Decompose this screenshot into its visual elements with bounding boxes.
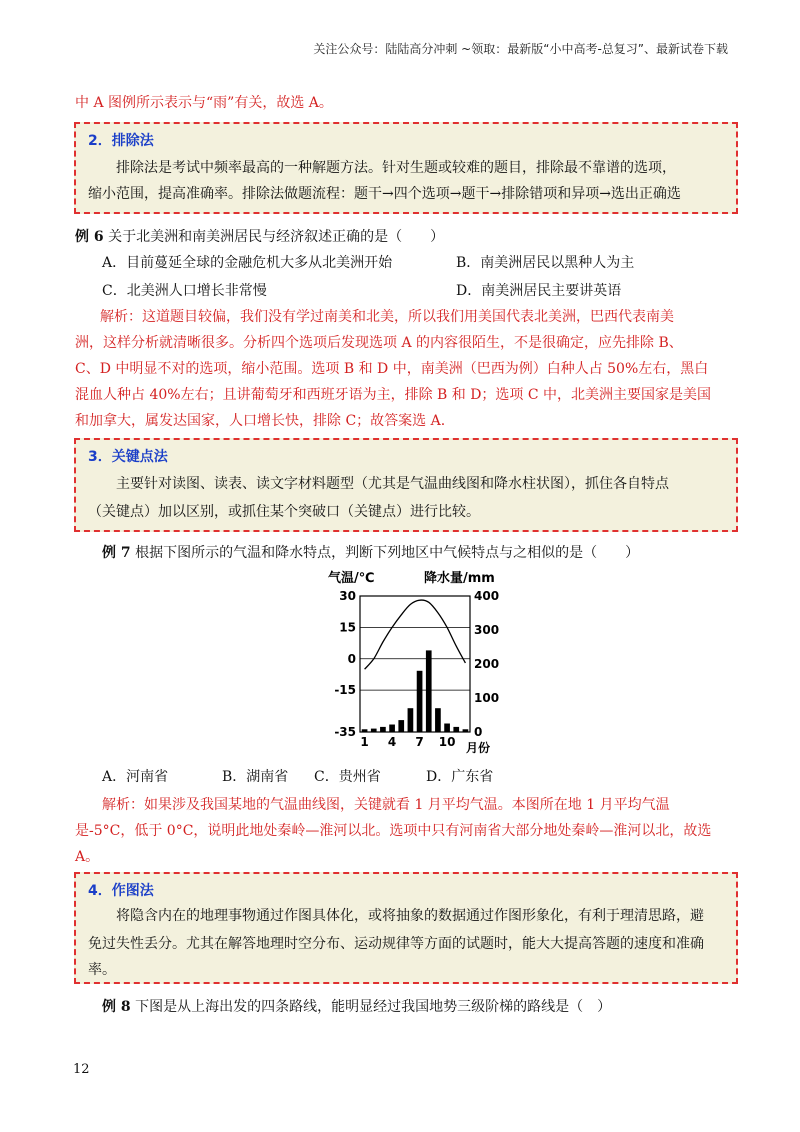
analysis-line: C、D 中明显不对的选项，缩小范围。选项 B 和 D 中，南美洲（巴西为例）白种人占 50%左右，黑白 <box>75 361 709 377</box>
section-text-line: 排除法是考试中频率最高的一种解题方法。针对生题或较难的题目，排除最不靠谱的选项， <box>116 160 676 176</box>
left-axis-label: 气温/℃ <box>328 571 375 586</box>
temperature-tick-label: 15 <box>339 620 356 635</box>
chart-ticks <box>334 589 499 749</box>
temperature-tick-label: 0 <box>347 651 356 666</box>
method-box-keypoint <box>74 438 738 532</box>
analysis-line: 解析：这道题目较偏，我们没有学过南美和北美，所以我们用美国代表北美洲，巴西代表南美 <box>100 309 674 325</box>
right-axis-label: 降水量/mm <box>424 571 495 586</box>
section-text-line: （关键点）加以区别，或抓住某个突破口（关键点）进行比较。 <box>88 504 480 520</box>
precipitation-bar <box>463 729 469 732</box>
precipitation-bar <box>408 708 414 732</box>
section-text-line: 缩小范围，提高准确率。排除法做题流程：题干→四个选项→题干→排除错项和异项→选出正确选 <box>88 186 681 202</box>
analysis-line: A。 <box>75 849 100 865</box>
option-b: B．南美洲居民以黑种人为主 <box>456 255 635 271</box>
precipitation-tick-label: 400 <box>474 589 500 603</box>
option-a: A．目前蔓延全球的金融危机大多从北美洲开始 <box>102 255 393 271</box>
temperature-tick-label: -15 <box>334 683 356 698</box>
month-tick-label: 1 <box>360 735 369 749</box>
climate-chart <box>320 566 510 762</box>
example-label: 例 8 <box>102 999 131 1015</box>
precipitation-bar <box>435 708 441 732</box>
section-title: 4．作图法 <box>88 883 154 899</box>
analysis-line: 是-5°C，低于 0°C，说明此地处秦岭—淮河以北。选项中只有河南省大部分地处秦岭—淮河以北，故选 <box>75 823 712 839</box>
example-label: 例 7 <box>102 545 131 561</box>
precipitation-bar <box>380 727 386 732</box>
example-stem-text: 下图是从上海出发的四条路线，能明显经过我国地势三级阶梯的路线是（ ） <box>135 999 612 1015</box>
precipitation-tick-label: 100 <box>474 691 500 705</box>
precipitation-bar <box>417 671 423 732</box>
section-text-line: 免过失性丢分。尤其在解答地理时空分布、运动规律等方面的试题时，能大大提高答题的速度和准确 <box>88 936 704 952</box>
example-6-stem <box>75 226 735 248</box>
x-axis-label: 月份 <box>466 741 491 755</box>
temperature-tick-label: 30 <box>339 589 356 603</box>
method-box-elimination <box>74 122 738 214</box>
header-note: 关注公众号：陆陆高分冲刺 ~领取：最新版“小中高考-总复习”、最新试卷下载 <box>313 42 728 56</box>
precipitation-bar <box>362 729 368 732</box>
month-tick-label: 4 <box>387 735 397 749</box>
precipitation-bar <box>389 725 395 732</box>
example-label: 例 6 <box>75 229 104 245</box>
example-stem-text: 关于北美洲和南美洲居民与经济叙述正确的是（ ） <box>108 229 445 245</box>
section-text-line: 将隐含内在的地理事物通过作图具体化，或将抽象的数据通过作图形象化，有利于理清思路，避 <box>116 908 704 924</box>
temperature-tick-label: -35 <box>334 725 356 739</box>
section-title: 3．关键点法 <box>88 449 168 465</box>
option-d: D．广东省 <box>426 769 494 785</box>
precipitation-bar <box>453 727 459 732</box>
precipitation-bars <box>362 650 469 732</box>
analysis-line: 洲，这样分析就清晰很多。分析四个选项后发现选项 A 的内容很陌生，不是很确定，应先排除 B、 <box>75 335 683 351</box>
month-tick-label: 10 <box>438 735 456 749</box>
precipitation-bar <box>426 650 432 732</box>
option-d: D．南美洲居民主要讲英语 <box>456 283 622 299</box>
plot-frame <box>360 596 470 732</box>
option-a: A．河南省 <box>102 769 169 785</box>
precipitation-bar <box>444 724 450 733</box>
section-title: 2．排除法 <box>88 133 154 149</box>
chart-grid <box>360 596 470 732</box>
precipitation-tick-label: 200 <box>474 657 500 671</box>
example-8-stem <box>102 996 762 1018</box>
option-c: C．贵州省 <box>314 769 381 785</box>
option-c: C．北美洲人口增长非常慢 <box>102 283 267 299</box>
analysis-line: 混血人种占 40%左右；且讲葡萄牙和西班牙语为主，排除 B 和 D；选项 C 中，北美洲主要国家是美国 <box>75 387 712 403</box>
section-text-line: 率。 <box>88 962 116 978</box>
analysis-line: 解析：如果涉及我国某地的气温曲线图，关键就看 1 月平均气温。本图所在地 1 月平均气温 <box>102 797 670 813</box>
option-b: B．湖南省 <box>222 769 289 785</box>
precipitation-bar <box>371 729 377 732</box>
precipitation-tick-label: 300 <box>474 623 500 637</box>
example-stem-text: 根据下图所示的气温和降水特点，判断下列地区中气候特点与之相似的是（ ） <box>135 545 640 561</box>
precipitation-bar <box>398 720 404 732</box>
page-number: 12 <box>73 1062 90 1077</box>
method-box-drawing <box>74 872 738 984</box>
intro-line: 中 A 图例所示表示与“雨”有关，故选 A。 <box>75 95 333 111</box>
example-7-stem <box>102 542 762 564</box>
analysis-line: 和加拿大，属发达国家，人口增长快，排除 C；故答案选 A. <box>75 413 446 429</box>
precipitation-tick-label: 0 <box>474 725 483 739</box>
month-tick-label: 7 <box>415 735 424 749</box>
section-text-line: 主要针对读图、读表、读文字材料题型（尤其是气温曲线图和降水柱状图），抓住各自特点 <box>116 476 669 492</box>
